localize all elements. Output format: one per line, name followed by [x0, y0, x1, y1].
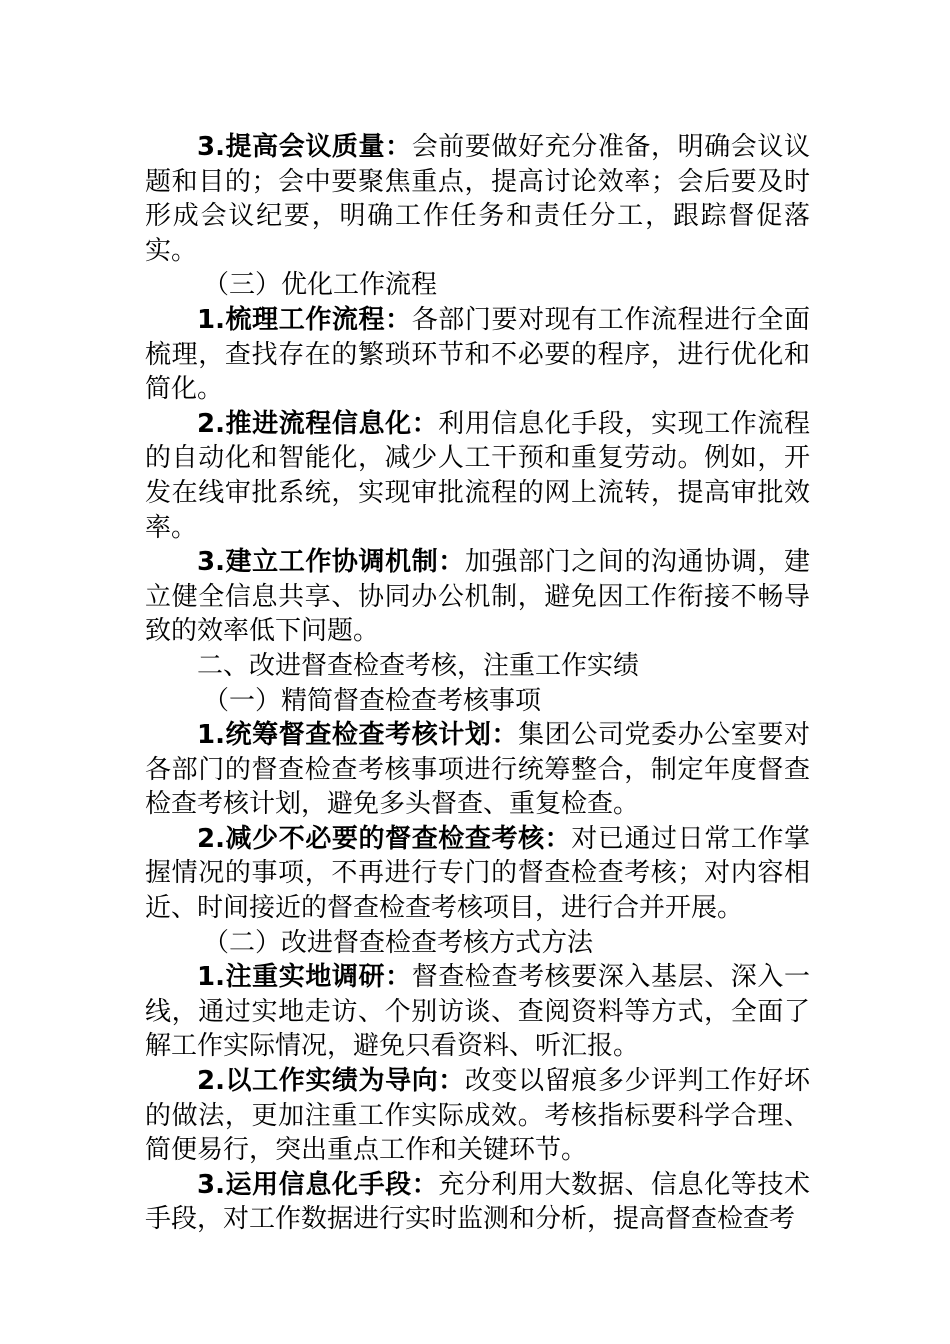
paragraph-lead: 2.以工作实绩为导向：	[197, 1066, 465, 1097]
paragraph-text: 利用信息化手段，实现工作流程的自动化和智能化，减少人工干预和重复劳动。例如，开发在线审批系统，实现审批流程的网上流转，提高审批效率。	[145, 408, 810, 543]
paragraph-lead: 3.运用信息化手段：	[197, 1169, 439, 1200]
paragraph-text: 集团公司党委办公室要对各部门的督查检查考核事项进行统筹整合，制定年度督查检查考核计划，避免多头督查、重复检查。	[145, 720, 810, 820]
paragraph-lead: 1.注重实地调研：	[197, 962, 412, 993]
paragraph-sort-workflow	[145, 303, 810, 407]
paragraph-text: 对已通过日常工作掌握情况的事项，不再进行专门的督查检查考核；对内容相近、时间接近的督查检查考核项目，进行合并开展。	[145, 823, 810, 924]
subheading-improve-methods: （二）改进督查检查考核方式方法	[203, 927, 594, 958]
paragraph-lead: 2.推进流程信息化：	[197, 408, 439, 439]
paragraph-meeting-quality	[145, 130, 810, 268]
paragraph-workflow-informatization	[145, 407, 810, 545]
paragraph-lead: 3.建立工作协调机制：	[197, 547, 465, 578]
paragraph-text: 改变以留痕多少评判工作好坏的做法，更加注重工作实际成效。考核指标要科学合理、简便易行，突出重点工作和关键环节。	[145, 1066, 810, 1166]
heading-improve-inspection: 二、改进督查检查考核，注重工作实绩	[197, 650, 640, 681]
paragraph-lead: 1.统筹督查检查考核计划：	[197, 720, 519, 751]
paragraph-lead: 2.减少不必要的督查检查考核：	[197, 823, 572, 854]
paragraph-coordination-mechanism	[145, 545, 810, 649]
document-body	[145, 130, 810, 1237]
paragraph-information-means	[145, 1168, 810, 1237]
paragraph-text: 各部门要对现有工作流程进行全面梳理，查找存在的繁琐环节和不必要的程序，进行优化和简化。	[145, 304, 810, 405]
paragraph-performance-oriented	[145, 1064, 810, 1168]
paragraph-coordinate-plan	[145, 718, 810, 822]
paragraph-text: 充分利用大数据、信息化等技术手段，对工作数据进行实时监测和分析，提高督查检查考	[145, 1169, 810, 1235]
paragraph-text: 加强部门之间的沟通协调，建立健全信息共享、协同办公机制，避免因工作衔接不畅导致的效率低下问题。	[145, 547, 810, 647]
subheading-optimize-workflow: （三）优化工作流程	[203, 270, 438, 301]
paragraph-lead: 3.提高会议质量：	[197, 132, 412, 162]
paragraph-field-research	[145, 960, 810, 1064]
paragraph-lead: 1.梳理工作流程：	[197, 304, 412, 335]
subheading-streamline-inspection: （一）精简督查检查考核事项	[203, 685, 542, 716]
paragraph-text: 督查检查考核要深入基层、深入一线，通过实地走访、个别访谈、查阅资料等方式，全面了解工作实际情况，避免只看资料、听汇报。	[145, 962, 810, 1062]
paragraph-reduce-inspection	[145, 822, 810, 926]
paragraph-text: 会前要做好充分准备，明确会议议题和目的；会中要聚焦重点，提高讨论效率；会后要及时形成会议纪要，明确工作任务和责任分工，跟踪督促落实。	[145, 132, 810, 266]
